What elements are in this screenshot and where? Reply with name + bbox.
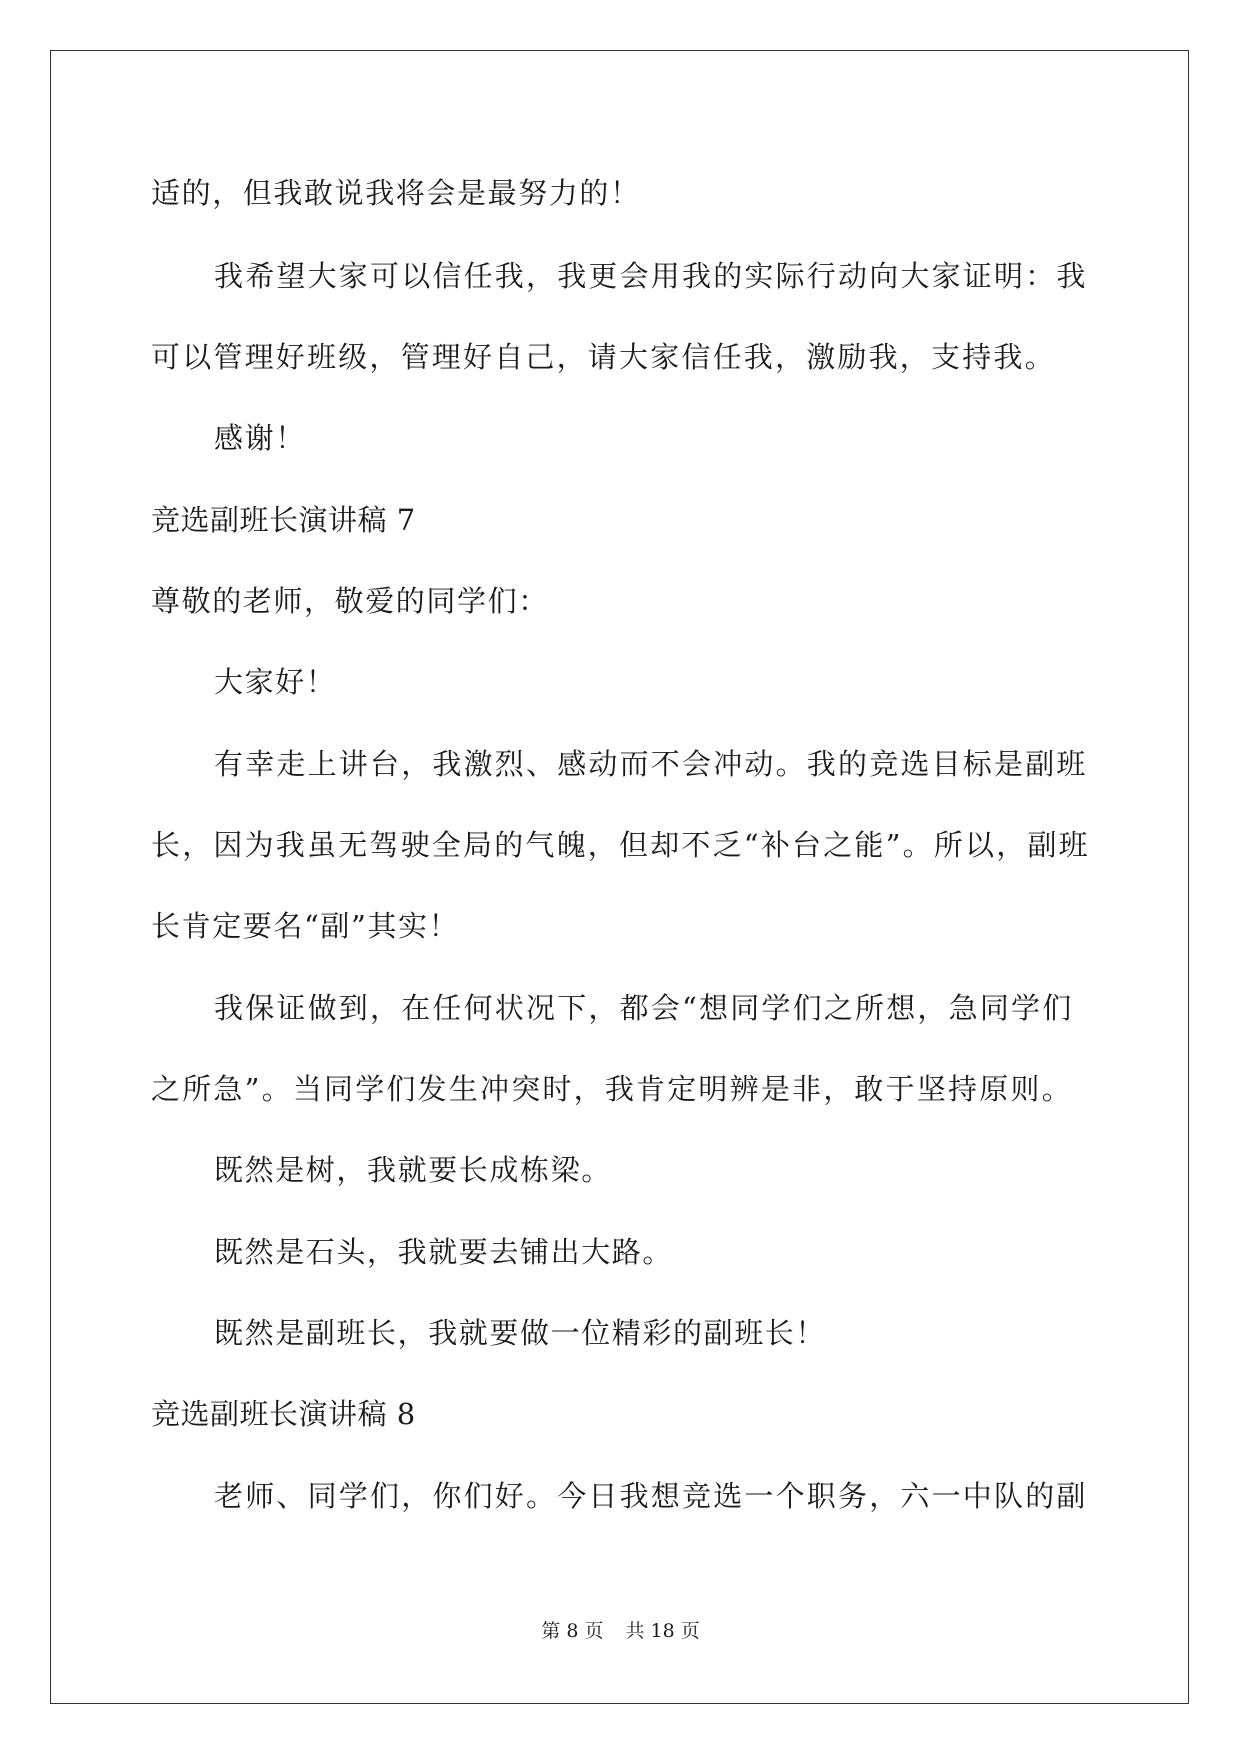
text-line: 我希望大家可以信任我，我更会用我的实际行动向大家证明：我: [214, 259, 1088, 293]
section-heading: 竞选副班长演讲稿 7: [151, 503, 416, 537]
section-heading: 竞选副班长演讲稿 8: [151, 1397, 416, 1431]
page-number: 第 8 页: [541, 1620, 604, 1642]
salutation: 尊敬的老师，敬爱的同学们：: [151, 584, 549, 618]
text-line: 长，因为我虽无驾驶全局的气魄，但却不乏“补台之能”。所以，副班: [151, 828, 1090, 862]
text-line: 长肯定要名“副”其实！: [151, 909, 460, 943]
text-line: 大家好！: [214, 665, 337, 699]
text-line: 既然是石头，我就要去铺出大路。: [214, 1235, 674, 1269]
text-line: 之所急”。当同学们发生冲突时，我肯定明辨是非，敢于坚持原则。: [151, 1072, 1073, 1106]
text-line: 有幸走上讲台，我激烈、感动而不会冲动。我的竞选目标是副班: [214, 747, 1088, 781]
page-total: 共 18 页: [625, 1620, 700, 1642]
text-line: 老师、同学们，你们好。今日我想竞选一个职务，六一中队的副: [214, 1479, 1088, 1513]
page-footer: [0, 1619, 1241, 1643]
text-line: 既然是树，我就要长成栋梁。: [214, 1153, 612, 1187]
page-border: [50, 50, 1189, 1704]
text-line: 可以管理好班级，管理好自己，请大家信任我，激励我，支持我。: [151, 340, 1056, 374]
text-line: 既然是副班长，我就要做一位精彩的副班长！: [214, 1316, 827, 1350]
text-line: 感谢！: [214, 421, 306, 455]
text-line: 适的，但我敢说我将会是最努力的！: [151, 176, 641, 210]
text-line: 我保证做到，在任何状况下，都会“想同学们之所想，急同学们: [214, 991, 1074, 1025]
